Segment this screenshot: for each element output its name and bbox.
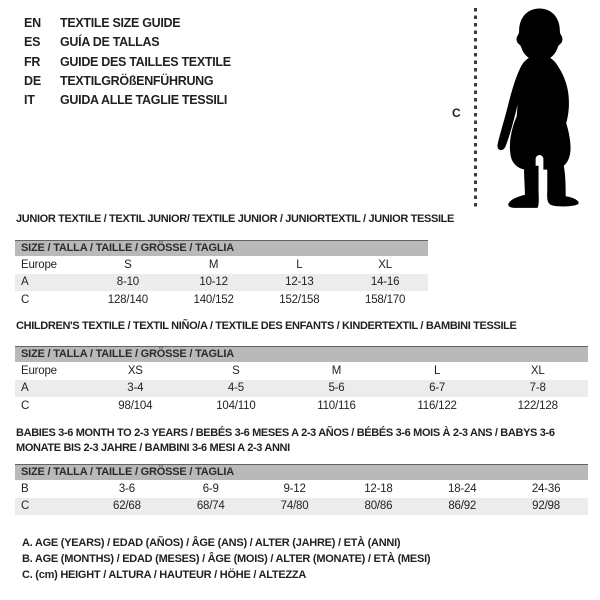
table-cell: 140/152 [193,293,234,306]
table-cell: XL [378,258,392,271]
table-cell: 7-8 [529,382,546,395]
language-code: IT [24,93,35,108]
babies-table-title: BABIES 3-6 MONTH TO 2-3 YEARS / BEBÉS 3-6 MESES A 2-3 AÑOS / BÉBÉS 3-6 MOIS À 2-3 ANS / BABYS 3-6 MONATE BIS 2-3 JAHRE / BAMBINI 3-6 MESI A 2-3 ANNI [16,427,555,454]
row-label: A [21,276,29,289]
table-cell: 6-7 [429,382,446,395]
children-table-title: CHILDREN'S TEXTILE / TEXTIL NIÑO/A / TEXTILE DES ENFANTS / KINDERTEXTIL / BAMBINI TESSILE [16,320,517,332]
language-row [24,91,231,110]
table-cell: 14-16 [370,276,400,289]
height-measure-label: C [452,106,461,120]
language-label: TEXTILE SIZE GUIDE [60,16,181,30]
language-row [24,72,231,91]
height-measure-dashed-line [474,8,477,208]
table-cell: 98/104 [118,399,153,412]
table-cell: 4-5 [227,382,244,395]
table-cell: 6-9 [202,482,219,495]
table-cell: 62/68 [113,500,141,513]
note-age-years: A. AGE (YEARS) / EDAD (AÑOS) / ÂGE (ANS) / ALTER (JAHRE) / ETÀ (ANNI) [22,537,401,549]
table-cell: 68/74 [196,500,225,513]
note-age-months: B. AGE (MONTHS) / EDAD (MESES) / ÂGE (MOIS) / ALTER (MONATE) / ETÀ (MESI) [22,553,431,565]
language-list [24,14,231,110]
table-cell: XS [127,364,143,377]
table-row [15,498,588,516]
language-row [24,53,231,72]
baby-silhouette-icon [491,5,588,210]
table-cell: 80/86 [364,500,393,513]
table-cell: L [296,258,303,271]
junior-table-title: JUNIOR TEXTILE / TEXTIL JUNIOR/ TEXTILE JUNIOR / JUNIORTEXTIL / JUNIOR TESSILE [16,213,455,225]
table-row [15,397,588,415]
language-code: DE [24,73,41,88]
table-cell: 12-18 [364,482,393,495]
table-row [15,256,428,274]
table-cell: 9-12 [283,482,306,495]
table-cell: 12-13 [285,276,314,289]
table-cell: 152/158 [279,293,320,306]
table-cell: 110/116 [317,399,356,412]
language-label: GUÍA DE TALLAS [60,35,160,50]
table-cell: 92/98 [532,500,560,513]
row-label: Europe [21,258,57,271]
language-label: TEXTILGRÖßENFÜHRUNG [60,73,214,88]
table-cell: 104/110 [216,399,256,412]
table-cell: 3-4 [127,382,144,395]
table-cell: 3-6 [118,482,135,495]
table-row [15,480,588,498]
children-size-table [15,346,588,415]
table-cell: 122/128 [517,399,558,412]
language-label: GUIDA ALLE TAGLIE TESSILI [60,93,228,108]
size-bar: SIZE / TALLA / TAILLE / GRÖSSE / TAGLIA [15,346,588,362]
table-cell: 116/122 [417,399,457,412]
table-row [15,291,428,309]
row-label: Europe [21,364,57,377]
row-label: B [21,482,29,495]
table-cell: S [124,258,132,271]
table-cell: 158/170 [365,293,406,306]
table-cell: 10-12 [199,276,228,289]
row-label: A [21,382,29,395]
size-bar: SIZE / TALLA / TAILLE / GRÖSSE / TAGLIA [15,464,588,480]
size-bar: SIZE / TALLA / TAILLE / GRÖSSE / TAGLIA [15,240,428,256]
table-cell: M [331,364,342,377]
table-cell: 18-24 [448,482,477,495]
table-row [15,274,428,292]
table-row [15,380,588,398]
table-cell: 5-6 [328,382,345,395]
babies-size-table [15,464,588,515]
language-code: FR [24,54,41,69]
legend-notes [22,535,430,583]
language-label: GUIDE DES TAILLES TEXTILE [60,54,231,69]
language-row [24,33,231,52]
junior-size-table [15,240,428,309]
table-cell: 8-10 [116,276,139,289]
table-cell: 24-36 [531,482,561,495]
table-cell: 128/140 [107,293,148,306]
table-cell: 74/80 [280,500,309,513]
row-label: C [21,293,30,306]
language-code: EN [24,16,41,30]
table-cell: 86/92 [448,500,477,513]
table-cell: L [433,364,441,377]
row-label: C [21,500,30,513]
table-cell: M [208,258,219,271]
table-cell: S [232,364,240,377]
language-row [24,14,231,33]
table-row [15,362,588,380]
language-code: ES [24,35,41,50]
note-height-cm: C. (cm) HEIGHT / ALTURA / HAUTEUR / HÖHE / ALTEZZA [22,569,307,581]
row-label: C [21,399,30,412]
table-cell: XL [530,364,545,377]
